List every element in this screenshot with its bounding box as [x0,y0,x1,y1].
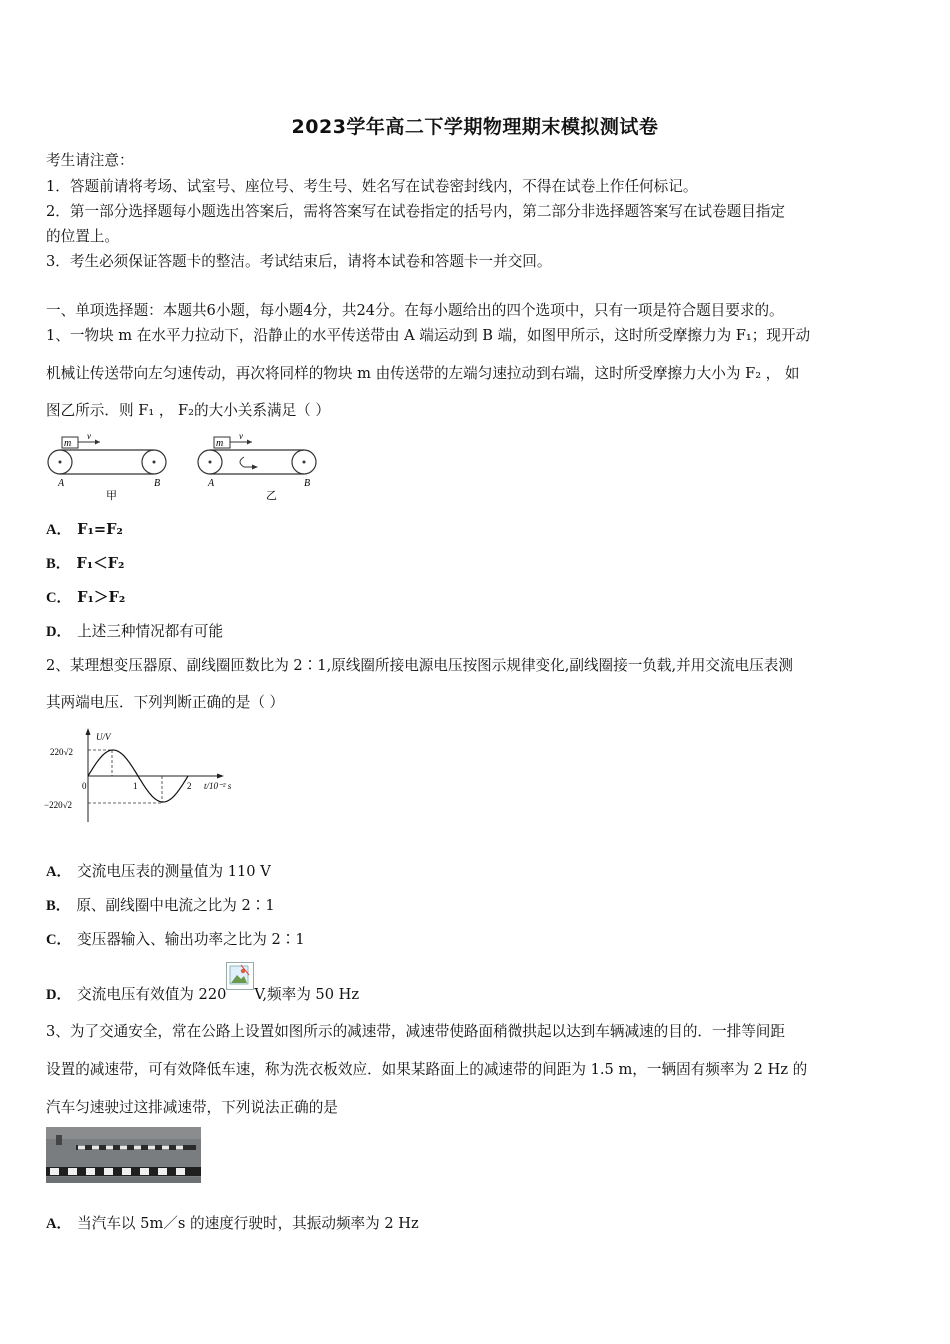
point-a-label-yi: A [208,478,215,489]
speed-bump-photo [46,1127,201,1183]
notice-item-2-cont: 的位置上。 [46,228,119,245]
notice-item-2: 2．第一部分选择题每小题选出答案后，需将答案写在试卷指定的括号内，第二部分非选择题答案写在试卷题目指定 [46,203,785,220]
q1-option-b: B． F₁＜F₂ [46,555,125,572]
q3-line-1: 3、为了交通安全，常在公路上设置如图所示的减速带，减速带使路面稍微拱起以达到车辆减速的目的．一排等间距 [46,1023,785,1040]
q1-option-a: A． F₁=F₂ [46,521,123,538]
conveyor-jia [48,432,166,502]
notice-item-1: 1．答题前请将考场、试室号、座位号、考生号、姓名写在试卷密封线内，不得在试卷上作任何标记。 [46,178,698,195]
q3-line-3: 汽车匀速驶过这排减速带，下列说法正确的是 [46,1099,338,1116]
q1-line-2: 机械让传送带向左匀速传动，再次将同样的物块 m 由传送带的左端匀速拉动到右端，这时所受摩擦力大小为 F₂ ， 如 [46,365,800,382]
t1-label: 1 [133,781,138,791]
x-axis-label: t/10⁻² s [204,781,232,791]
figure-jia-caption: 甲 [106,489,117,502]
section-heading: 一、单项选择题：本题共6小题，每小题4分，共24分。在每小题给出的四个选项中，只有一项是符合题目要求的。 [46,302,784,319]
y-axis-label: U/V [96,732,111,742]
page-title: 2023学年高二下学期物理期末模拟测试卷 [291,116,659,138]
notice-item-3: 3．考生必须保证答题卡的整洁。考试结束后，请将本试卷和答题卡一并交回。 [46,253,552,270]
q1-option-c: C． F₁＞F₂ [46,589,126,606]
q2-line-2: 其两端电压．下列判断正确的是（ ） [46,694,285,711]
q1-line-1: 1、一物块 m 在水平力拉动下，沿静止的水平传送带由 A 端运动到 B 端，如图甲所示，这时所受摩擦力为 F₁；现开动 [46,327,811,344]
broken-image-icon [226,962,254,990]
velocity-label-yi: v [239,432,243,441]
y-min-label: −220√2 [44,800,73,810]
conveyor-yi [198,432,316,502]
figure-yi-caption: 乙 [266,489,277,502]
q1-line-3: 图乙所示．则 F₁ ， F₂的大小关系满足（ ） [46,402,331,419]
q2-option-b: B． 原、副线圈中电流之比为 2∶1 [46,897,275,914]
notice-heading: 考生请注意： [46,152,134,169]
voltage-graph [44,726,254,826]
point-b-label-yi: B [304,478,311,489]
point-a-label: A [58,478,65,489]
y-max-label: 220√2 [50,747,73,757]
q2-option-d: D． 交流电压有效值为 220 V,频率为 50 Hz [46,976,359,1005]
block-m-label-yi: m [216,438,224,449]
q2-line-1: 2、某理想变压器原、副线圈匝数比为 2∶1,原线圈所接电源电压按图示规律变化,副线圈接一负载,并用交流电压表测 [46,657,793,674]
velocity-label: v [87,432,91,441]
q2-option-c: C． 变压器输入、输出功率之比为 2∶1 [46,931,305,948]
conveyor-figure [44,432,334,504]
t2-label: 2 [187,781,192,791]
q2-option-a: A． 交流电压表的测量值为 110 V [46,863,271,880]
block-m-label: m [64,438,72,449]
q3-option-a: A． 当汽车以 5m／s 的速度行驶时，其振动频率为 2 Hz [46,1215,419,1232]
origin-label: 0 [82,781,87,791]
point-b-label: B [154,478,161,489]
q1-option-d: D． 上述三种情况都有可能 [46,623,224,640]
q3-line-2: 设置的减速带，可有效降低车速，称为洗衣板效应．如果某路面上的减速带的间距为 1.5 m，一辆固有频率为 2 Hz 的 [46,1061,808,1078]
